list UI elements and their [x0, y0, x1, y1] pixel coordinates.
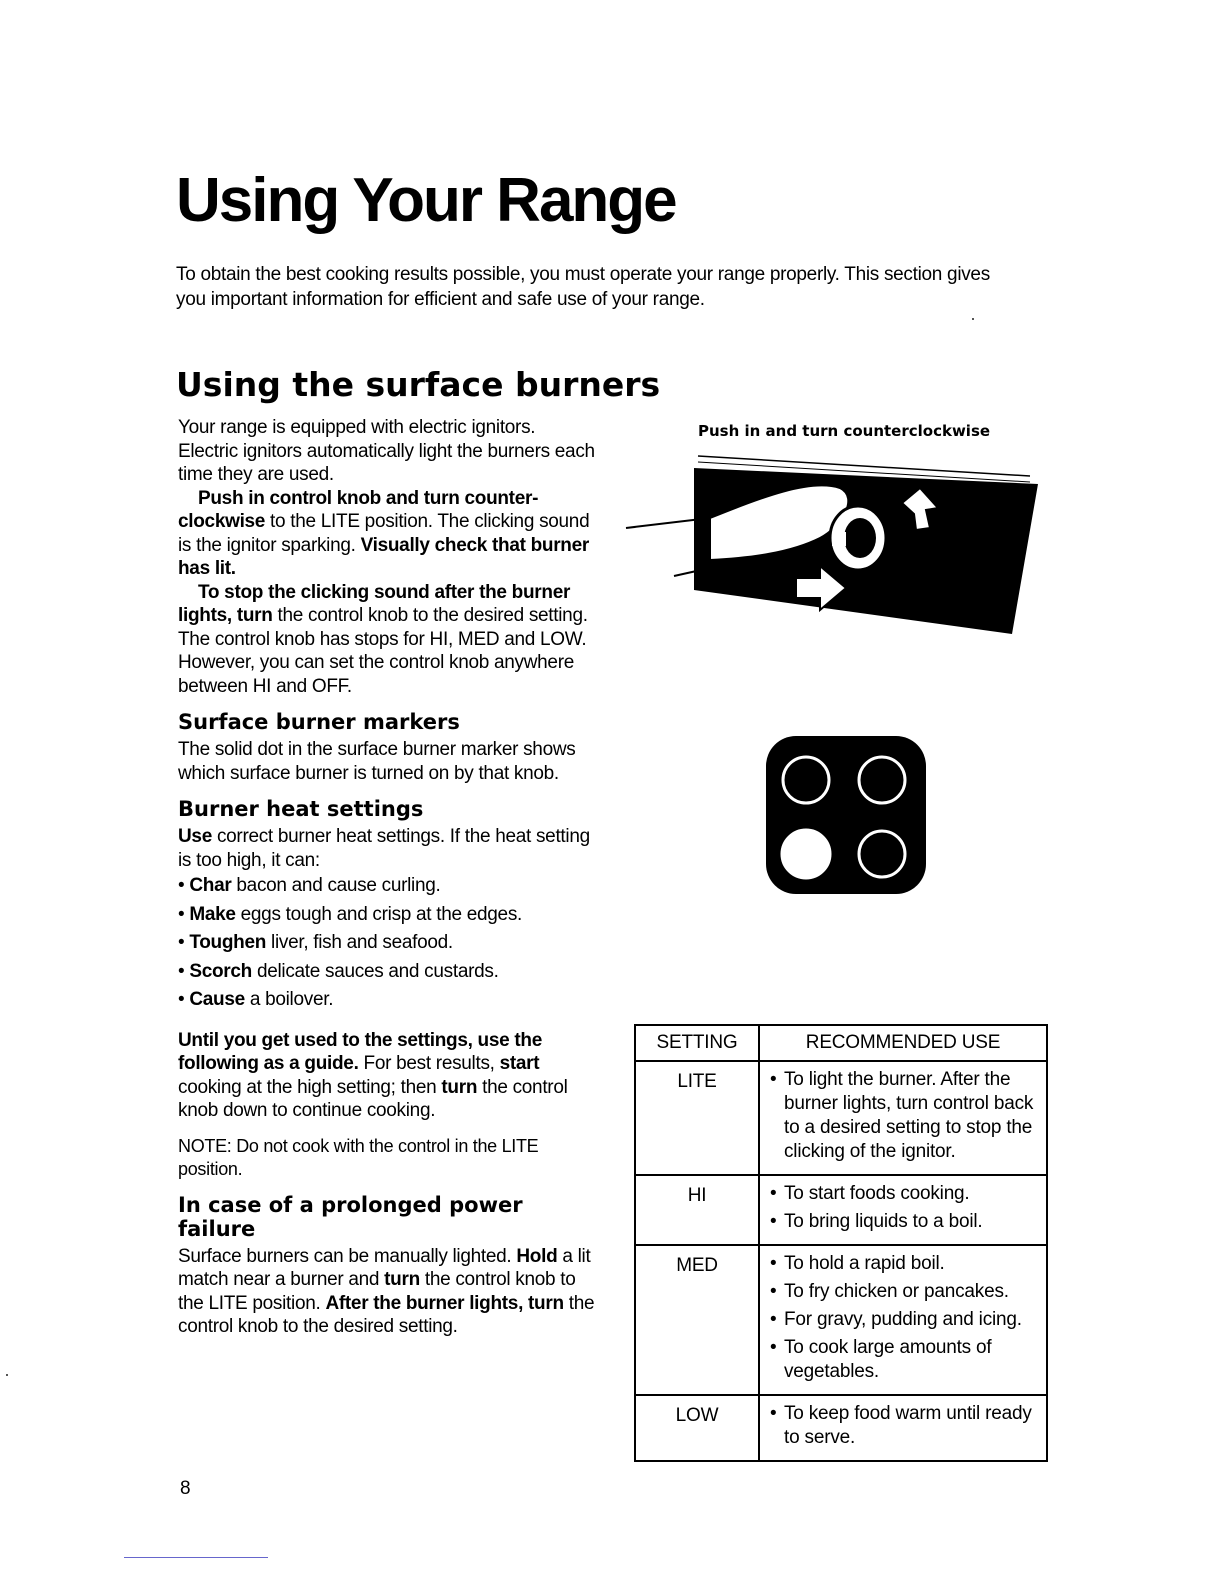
table-row: LOW • To keep food warm until ready to serve. — [635, 1395, 1047, 1461]
heat-bullet-list — [178, 874, 598, 1012]
lite-paragraph: Push in control knob and turn counter-clockwise to the LITE position. The clicking sound is the ignitor sparking. Visually check that burner has lit. — [178, 487, 590, 579]
stop-clicking-paragraph: To stop the clicking sound after the burner lights, turn the control knob to the desired setting. The control knob has stops for HI, MED and LOW. However, you can set the control knob anywhere between HI and OFF. — [178, 581, 588, 697]
left-column — [178, 416, 598, 1339]
guide-paragraph: Until you get used to the settings, use the following as a guide. For best results, start cooking at the high setting; then turn the control knob down to continue cooking. — [178, 1029, 568, 1121]
table-header-row — [635, 1025, 1047, 1061]
intro-paragraph: To obtain the best cooking results possible, you must operate your range properly. This section gives you important information for efficient and safe use of your range. — [176, 264, 990, 310]
column-header-setting: SETTING — [635, 1025, 759, 1061]
burner-marker — [764, 734, 928, 896]
section-title: Using the surface burners — [176, 365, 661, 404]
table-row: LITE • To light the burner. After the burner lights, turn control back to a desired setting to stop the clicking of the ignitor. — [635, 1061, 1047, 1175]
column-header-use: RECOMMENDED USE — [759, 1025, 1047, 1061]
heat-intro: Use correct burner heat settings. If the heat setting is too high, it can: — [178, 826, 590, 871]
power-failure-heading: In case of a prolonged power failure — [178, 1192, 523, 1241]
list-item: • Scorch delicate sauces and custards. — [178, 960, 499, 982]
scan-speck — [972, 318, 974, 320]
list-item: • Toughen liver, fish and seafood. — [178, 932, 453, 953]
ignitor-paragraph: Your range is equipped with electric ignitors. Electric ignitors automatically light the burners each time they are used. — [178, 417, 595, 485]
table-row: MED • To hold a rapid boil. • To fry chicken or pancakes. • For gravy, pudding and icing. • To cook large amounts of vegetables. — [635, 1245, 1047, 1395]
heat-settings-heading: Burner heat settings — [178, 797, 424, 821]
marker-dot-bottom-left — [782, 830, 830, 878]
illustration-caption: Push in and turn counterclockwise — [698, 422, 991, 440]
table-row: HI • To start foods cooking. • To bring liquids to a boil. — [635, 1175, 1047, 1245]
page-title: Using Your Range — [176, 166, 676, 235]
markers-text: The solid dot in the surface burner marker shows which surface burner is turned on by that knob. — [178, 739, 576, 784]
bottom-rule — [124, 1557, 268, 1558]
settings-table — [634, 1024, 1048, 1462]
list-item: • Char bacon and cause curling. — [178, 875, 441, 896]
note-paragraph: NOTE: Do not cook with the control in the LITE position. — [178, 1135, 539, 1179]
page-number: 8 — [180, 1478, 191, 1499]
power-failure-text: Surface burners can be manually lighted. Hold a lit match near a burner and turn the control knob to the LITE position. After the burner lights, turn the control knob to the desired setting. — [178, 1245, 595, 1337]
list-item: • Make eggs tough and crisp at the edges. — [178, 903, 522, 925]
markers-heading: Surface burner markers — [178, 710, 460, 734]
scan-speck — [6, 1374, 8, 1376]
list-item: • Cause a boilover. — [178, 989, 334, 1010]
knob-illustration — [620, 448, 1050, 638]
